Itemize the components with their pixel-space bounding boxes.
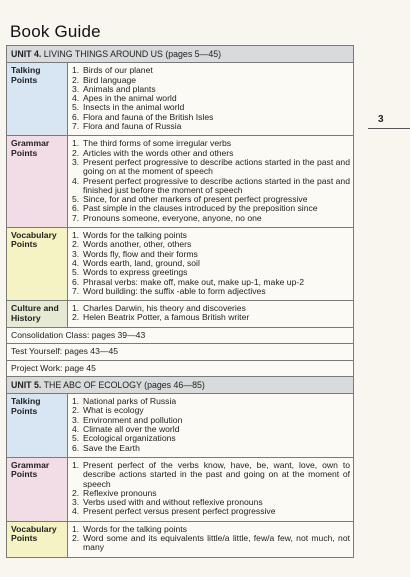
category-label: Culture and History (7, 301, 68, 328)
item-text: Words for the talking points (83, 523, 187, 534)
item-text: Words for the talking points (83, 230, 187, 241)
list-item (72, 313, 350, 322)
item-number: 4. (72, 257, 80, 268)
item-text: Insects in the animal world (83, 102, 185, 113)
item-text: Pronouns someone, everyone, anyone, no one (83, 212, 262, 223)
item-number: 4. (72, 175, 80, 186)
unit-header (7, 46, 354, 63)
item-number: 1. (72, 396, 80, 407)
item-text: Climate all over the world (83, 424, 180, 435)
category-label: Talking Points (7, 63, 68, 136)
item-text: Word some and its equivalents little/a little, few/a few, not much, not many (83, 532, 350, 553)
section-row (7, 457, 354, 521)
item-text: Since, for and other markers of present perfect progressive (83, 194, 308, 205)
item-text: Present perfect versus present perfect progressive (83, 506, 276, 517)
item-text: Present perfect progressive to describe actions started in the past and going on at the moment of speech (83, 156, 350, 177)
item-number: 3. (72, 156, 80, 167)
category-label: Grammar Points (7, 136, 68, 228)
item-text: Present perfect of the verbs know, have, be, want, love, own to describe actions started in the past and going on at the moment of speech (83, 459, 350, 489)
item-number: 6. (72, 442, 80, 453)
item-list (68, 136, 354, 228)
item-text: National parks of Russia (83, 396, 177, 407)
item-text: Flora and fauna of Russia (83, 121, 182, 132)
item-text: Ecological organizations (83, 433, 176, 444)
item-text: Apes in the animal world (83, 93, 177, 104)
item-text: Birds of our planet (83, 65, 153, 76)
item-text: Words to express greetings (83, 267, 188, 278)
section-row (7, 63, 354, 136)
item-number: 6. (72, 111, 80, 122)
item-number: 7. (72, 121, 80, 132)
item-text: Save the Earth (83, 442, 140, 453)
item-number: 3. (72, 248, 80, 259)
item-number: 1. (72, 303, 80, 314)
item-text: Charles Darwin, his theory and discoveries (83, 303, 246, 314)
list-item (72, 534, 350, 553)
list-item (72, 287, 350, 296)
item-number: 2. (72, 532, 80, 543)
item-number: 6. (72, 203, 80, 214)
item-number: 7. (72, 285, 80, 296)
item-number: 2. (72, 405, 80, 416)
category-label: Vocabulary Points (7, 228, 68, 301)
item-text: Past simple in the clauses introduced by the preposition since (83, 203, 318, 214)
item-number: 2. (72, 74, 80, 85)
category-label: Vocabulary Points (7, 521, 68, 557)
item-number: 4. (72, 424, 80, 435)
item-list (68, 394, 354, 458)
item-number: 1. (72, 138, 80, 149)
item-number: 6. (72, 276, 80, 287)
list-item (72, 214, 350, 223)
item-list (68, 301, 354, 328)
item-text: Reflexive pronouns (83, 487, 157, 498)
note-row (7, 360, 354, 376)
section-row (7, 394, 354, 458)
unit-note: Project Work: page 45 (7, 360, 354, 376)
page-number: 3 (378, 114, 384, 125)
item-number: 4. (72, 93, 80, 104)
item-number: 3. (72, 83, 80, 94)
item-list (68, 521, 354, 557)
item-number: 5. (72, 267, 80, 278)
note-row (7, 327, 354, 343)
item-number: 5. (72, 433, 80, 444)
unit-header-row (7, 46, 354, 63)
item-number: 1. (72, 65, 80, 76)
item-number: 7. (72, 212, 80, 223)
unit-title: THE ABC OF ECOLOGY (pages 46—85) (43, 379, 205, 390)
section-row (7, 136, 354, 228)
category-label: Talking Points (7, 394, 68, 458)
unit-note: Test Yourself: pages 43—45 (7, 344, 354, 360)
note-row (7, 344, 354, 360)
item-text: Helen Beatrix Potter, a famous British writer (83, 312, 250, 323)
item-number: 2. (72, 239, 80, 250)
unit-header-row (7, 376, 354, 393)
section-row (7, 228, 354, 301)
item-text: Verbs used with and without reflexive pronouns (83, 497, 263, 508)
unit-label: UNIT 5. (11, 379, 42, 390)
item-number: 2. (72, 147, 80, 158)
item-text: Word building: the suffix -able to form adjectives (83, 285, 266, 296)
item-text: Words fly, flow and their forms (83, 248, 198, 259)
item-number: 1. (72, 523, 80, 534)
item-number: 5. (72, 194, 80, 205)
item-text: Phrasal verbs: make off, make out, make up-1, make up-2 (83, 276, 304, 287)
item-number: 2. (72, 487, 80, 498)
item-list (68, 457, 354, 521)
section-row (7, 521, 354, 557)
list-item (72, 444, 350, 453)
unit-title: LIVING THINGS AROUND US (pages 5—45) (43, 49, 222, 59)
list-item (72, 507, 350, 516)
item-number: 3. (72, 497, 80, 508)
unit-header (7, 376, 354, 393)
item-text: Words another, other, others (83, 239, 192, 250)
item-list (68, 63, 354, 136)
section-row (7, 301, 354, 328)
item-text: The third forms of some irregular verbs (83, 138, 232, 149)
item-text: Words earth, land, ground, soil (83, 257, 200, 268)
item-list (68, 228, 354, 301)
page-number-rule (368, 128, 410, 129)
item-number: 3. (72, 414, 80, 425)
list-item (72, 122, 350, 131)
unit-note: Consolidation Class: pages 39—43 (7, 327, 354, 343)
item-number: 1. (72, 230, 80, 241)
page-title: Book Guide (10, 22, 101, 41)
item-number: 2. (72, 312, 80, 323)
category-label: Grammar Points (7, 457, 68, 521)
item-text: Articles with the words other and others (83, 147, 234, 158)
book-guide-table (6, 45, 354, 558)
item-number: 4. (72, 506, 80, 517)
item-number: 1. (72, 459, 80, 470)
item-text: What is ecology (83, 405, 144, 416)
item-text: Flora and fauna of the British Isles (83, 111, 214, 122)
item-number: 5. (72, 102, 80, 113)
item-text: Bird language (83, 74, 137, 85)
item-text: Environment and pollution (83, 414, 183, 425)
list-item (72, 177, 350, 196)
unit-label: UNIT 4. (11, 49, 42, 59)
item-text: Present perfect progressive to describe actions started in the past and finished just before the moment of speech (83, 175, 350, 195)
list-item (72, 461, 350, 489)
list-item (72, 158, 350, 177)
item-text: Animals and plants (83, 83, 156, 94)
